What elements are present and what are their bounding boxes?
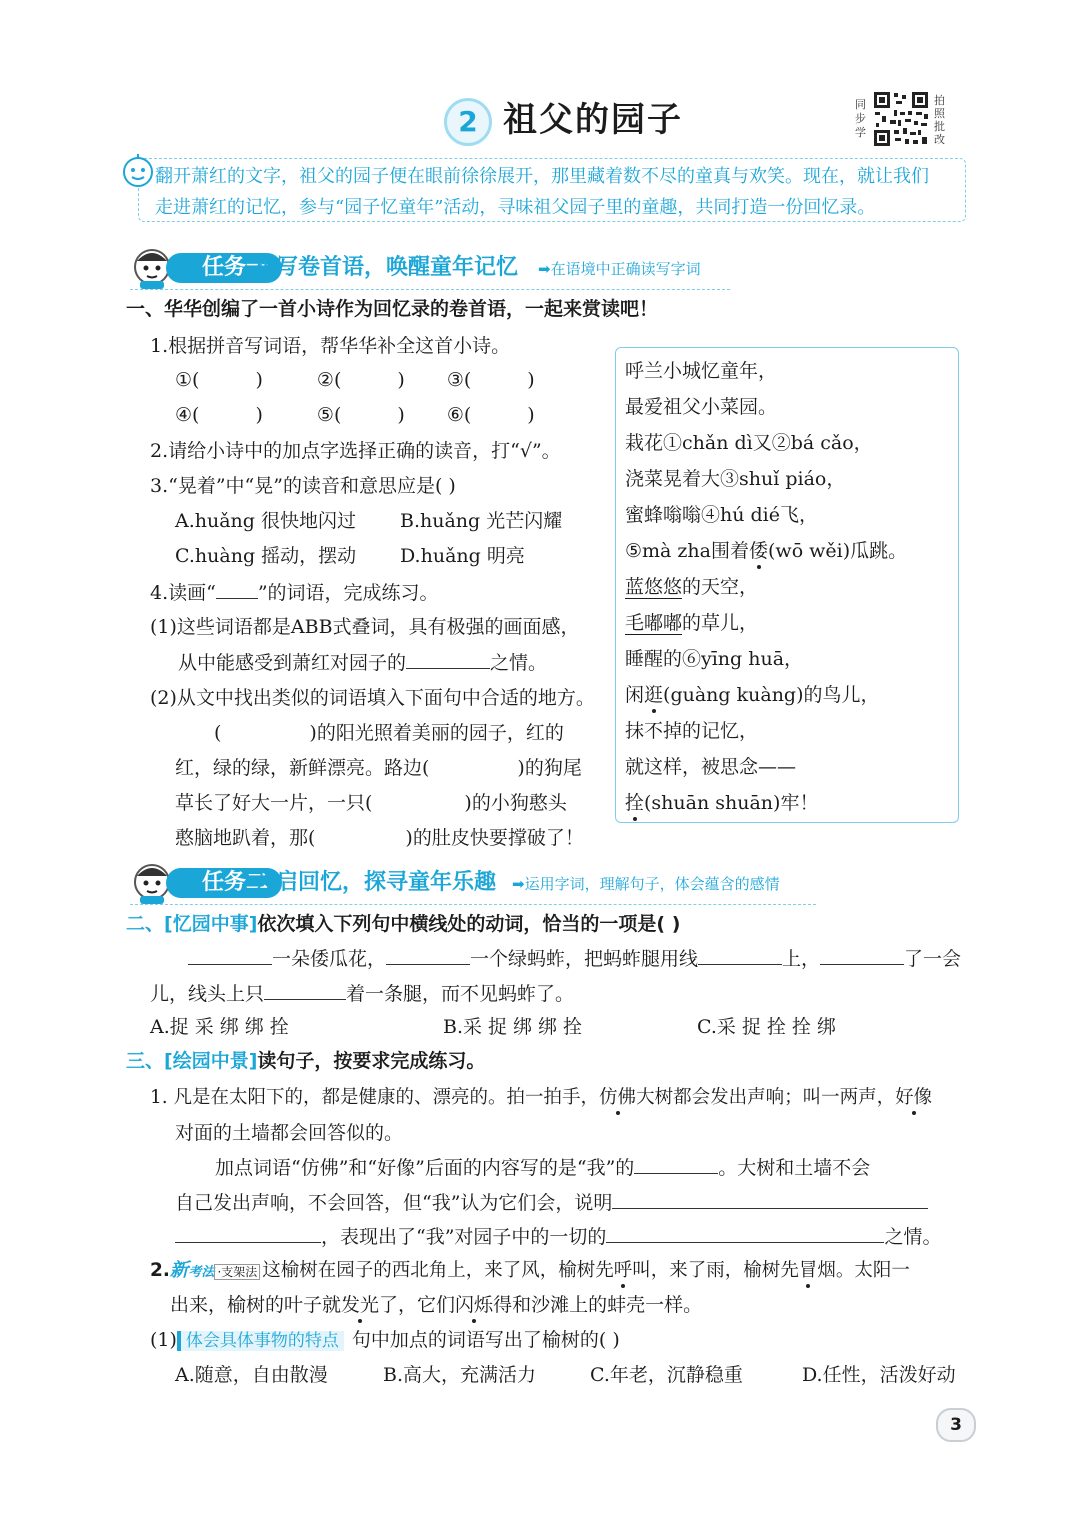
task1-hint: ➡在语境中正确读写字词 bbox=[538, 260, 701, 278]
page-number-badge bbox=[936, 1408, 976, 1442]
part3-q2-line-2: 出来，榆树的叶子就发光了，它们闪烁得和沙滩上的蚌壳一样。 bbox=[170, 1294, 703, 1316]
q2-prompt: 2.请给小诗中的加点字选择正确的读音，打“√”。 bbox=[150, 440, 561, 462]
dotted-word: 仿佛 bbox=[599, 1087, 637, 1108]
q4-1-line-a: (1)这些词语都是ABB式叠词，具有极强的画面感， bbox=[150, 616, 580, 638]
intro-line-1: 翻开萧红的文字，祖父的园子便在眼前徐徐展开，那里藏着数不尽的童真与欢笑。现在，就让我们 bbox=[155, 166, 929, 187]
q4-2-line-e: 憨脑地趴着，那( )的肚皮快要撑破了！ bbox=[175, 827, 584, 849]
task2-label: 任务二 bbox=[166, 868, 282, 898]
verb-blank-3[interactable] bbox=[698, 944, 782, 965]
q4-2-line-a: (2)从文中找出类似的词语填入下面句中合适的地方。 bbox=[150, 687, 595, 709]
blank-6[interactable]: ⑥( ) bbox=[446, 404, 535, 426]
q4-1-blank[interactable] bbox=[406, 648, 490, 669]
part3-heading: 三、[绘园中景]读句子，按要求完成练习。 bbox=[126, 1050, 486, 1072]
mascot-icon bbox=[120, 154, 156, 190]
part3-q2-1-prompt: (1) 体会具体事物的特点 句中加点的词语写出了榆树的( ) bbox=[150, 1329, 620, 1351]
part2-option-b[interactable]: B.采 捉 绑 绑 拴 bbox=[443, 1016, 583, 1038]
blank-2[interactable]: ②( ) bbox=[316, 369, 405, 391]
part2-option-c[interactable]: C.采 捉 拴 拴 绑 bbox=[697, 1016, 837, 1038]
blanks-row-2 bbox=[175, 401, 535, 429]
part2-heading: 二、[忆园中事]依次填入下列句中横线处的动词，恰当的一项是( ) bbox=[126, 913, 681, 935]
task2-title: 开启回忆，探寻童年乐趣 bbox=[254, 870, 497, 895]
poem-line: 拴(shuān shuān)牢！ bbox=[625, 792, 819, 814]
part2-sentence-2: 儿，线头上只 着一条腿，而不见蚂蚱了。 bbox=[150, 979, 574, 1008]
blank-5[interactable]: ⑤( ) bbox=[316, 404, 405, 426]
qr-code-icon[interactable] bbox=[872, 90, 930, 148]
dotted-word: 先呼叫 bbox=[595, 1260, 651, 1281]
poem-line: 浇菜晃着大③shuǐ piáo， bbox=[625, 468, 846, 490]
part2-option-a[interactable]: A.捉 采 绑 绑 拴 bbox=[150, 1016, 289, 1038]
task2-bar bbox=[130, 868, 816, 900]
lesson-number-badge bbox=[444, 98, 492, 146]
scaffold-tag: ·支架法 bbox=[214, 1264, 260, 1280]
verb-blank-2[interactable] bbox=[386, 944, 470, 965]
q3-prompt: 3.“晃着”中“晃”的读音和意思应是( ) bbox=[150, 475, 456, 497]
part1-heading: 一、华华创编了一首小诗作为回忆录的卷首语，一起来赏读吧！ bbox=[126, 298, 659, 320]
dotted-word: 发光 bbox=[341, 1294, 380, 1316]
q1-blank-2[interactable] bbox=[612, 1188, 928, 1209]
underlined-word: 毛嘟嘟 bbox=[625, 612, 683, 634]
q4-2-line-b: ( )的阳光照着美丽的园子，红的 bbox=[214, 722, 564, 744]
part3-q1-line-3: 加点词语“仿佛”和“好像”后面的内容写的是“我”的 。大树和土墙不会 bbox=[215, 1153, 870, 1182]
q4-2-line-c: 红，绿的绿，新鲜漂亮。路边( )的狗尾 bbox=[175, 757, 582, 779]
dotted-char: 倭 bbox=[749, 540, 769, 562]
dotted-word: 闪烁 bbox=[455, 1294, 494, 1316]
poem-line: 蓝悠悠的天空， bbox=[625, 576, 759, 598]
task2-divider bbox=[130, 904, 816, 905]
q4-1-line-b: 从中能感受到萧红对园子的 之情。 bbox=[178, 648, 547, 677]
poem-line: 最爱祖父小菜园。 bbox=[625, 396, 778, 418]
blank-3[interactable]: ③( ) bbox=[446, 369, 535, 391]
task1-label: 任务一 bbox=[166, 253, 282, 283]
poem-line: 呼兰小城忆童年， bbox=[625, 360, 778, 382]
dotted-char: 逛 bbox=[644, 684, 664, 706]
poem-line: 睡醒的⑥yīng huā， bbox=[625, 648, 804, 670]
dotted-word: 好像 bbox=[895, 1087, 933, 1108]
part3-q2-option-c[interactable]: C.年老，沉静稳重 bbox=[590, 1364, 743, 1386]
dotted-char: 拴 bbox=[625, 792, 645, 814]
part3-q1-line-4: 自己发出声响，不会回答，但“我”认为它们会，说明 bbox=[175, 1188, 928, 1217]
part3-q1-line-1: 1. 凡是在太阳下的，都是健康的、漂亮的。拍一拍手，仿佛大树都会发出声响；叫一两声，好像 bbox=[150, 1087, 933, 1108]
part3-q1-line-2: 对面的土墙都会回答似的。 bbox=[175, 1122, 404, 1144]
qr-right-label: 拍照批改 bbox=[934, 94, 945, 146]
verb-blank-4[interactable] bbox=[820, 944, 904, 965]
poem-line: 栽花①chǎn dì又②bá cǎo， bbox=[625, 432, 873, 454]
part3-q2-option-b[interactable]: B.高大，充满活力 bbox=[383, 1364, 537, 1386]
poem-box bbox=[615, 347, 959, 823]
new-badge: 新考法 bbox=[169, 1260, 215, 1281]
verb-blank-5[interactable] bbox=[264, 979, 346, 1000]
q1-blank-1[interactable] bbox=[634, 1153, 718, 1174]
poem-line: 蜜蜂嗡嗡④hú dié飞， bbox=[625, 504, 818, 526]
dotted-word: 先冒烟 bbox=[780, 1260, 836, 1281]
lesson-number: 2 bbox=[458, 105, 478, 138]
page-title: 祖父的园子 bbox=[503, 100, 683, 140]
underlined-word: 蓝悠悠 bbox=[625, 576, 683, 598]
q3-option-a[interactable]: A.huǎng 很快地闪过 bbox=[175, 510, 357, 532]
part3-q2-option-d[interactable]: D.任性，活泼好动 bbox=[802, 1364, 956, 1386]
q4-prompt: 4.读画“ ”的词语，完成练习。 bbox=[150, 578, 439, 607]
q1-blank-3[interactable] bbox=[175, 1222, 321, 1243]
task1-title: 撰写卷首语，唤醒童年记忆 bbox=[254, 255, 519, 280]
task1-bar bbox=[130, 253, 730, 285]
poem-line: 就这样，被思念—— bbox=[625, 756, 797, 778]
poem-line: ⑤mà zha围着倭(wō wěi)瓜跳。 bbox=[625, 540, 908, 562]
q3-option-b[interactable]: B.huǎng 光芒闪耀 bbox=[400, 510, 563, 532]
intro-line-2: 走进萧红的记忆，参与“园子忆童年”活动，寻味祖父园子里的童趣，共同打造一份回忆录。 bbox=[155, 197, 876, 218]
page-number: 3 bbox=[950, 1415, 962, 1435]
q3-option-d[interactable]: D.huǎng 明亮 bbox=[400, 545, 525, 567]
blank-1[interactable]: ①( ) bbox=[175, 369, 263, 391]
task1-divider bbox=[130, 289, 730, 290]
q1-prompt: 1.根据拼音写词语，帮华华补全这首小诗。 bbox=[150, 335, 511, 357]
poem-line: 抹不掉的记忆， bbox=[625, 720, 759, 742]
verb-blank-1[interactable] bbox=[188, 944, 272, 965]
task2-hint: ➡运用字词，理解句子，体会蕴含的感情 bbox=[512, 875, 780, 893]
q3-option-c[interactable]: C.huàng 摇动，摆动 bbox=[175, 545, 357, 567]
skill-tag: 体会具体事物的特点 bbox=[177, 1331, 344, 1351]
blank-4[interactable]: ④( ) bbox=[175, 404, 263, 426]
part3-q1-line-5: ，表现出了“我”对园子中的一切的 之情。 bbox=[175, 1222, 941, 1251]
poem-line: 毛嘟嘟的草儿， bbox=[625, 612, 759, 634]
qr-left-label: 同步学 bbox=[855, 98, 866, 139]
q4-2-line-d: 草长了好大一片，一只( )的小狗憨头 bbox=[175, 792, 567, 814]
blanks-row-1 bbox=[175, 366, 535, 394]
q1-blank-4[interactable] bbox=[606, 1222, 884, 1243]
poem-line: 闲逛(guàng kuàng)的鸟儿， bbox=[625, 684, 880, 706]
part3-q2-line-1: 2.新考法 ·支架法 这榆树在园子的西北角上，来了风，榆树先呼叫，来了雨，榆树先冒烟。太阳一 bbox=[150, 1260, 910, 1281]
part2-sentence-1: 一朵倭瓜花， 一个绿蚂蚱，把蚂蚱腿用线 上， 了一会 bbox=[188, 944, 961, 973]
part3-q2-option-a[interactable]: A.随意，自由散漫 bbox=[175, 1364, 328, 1386]
